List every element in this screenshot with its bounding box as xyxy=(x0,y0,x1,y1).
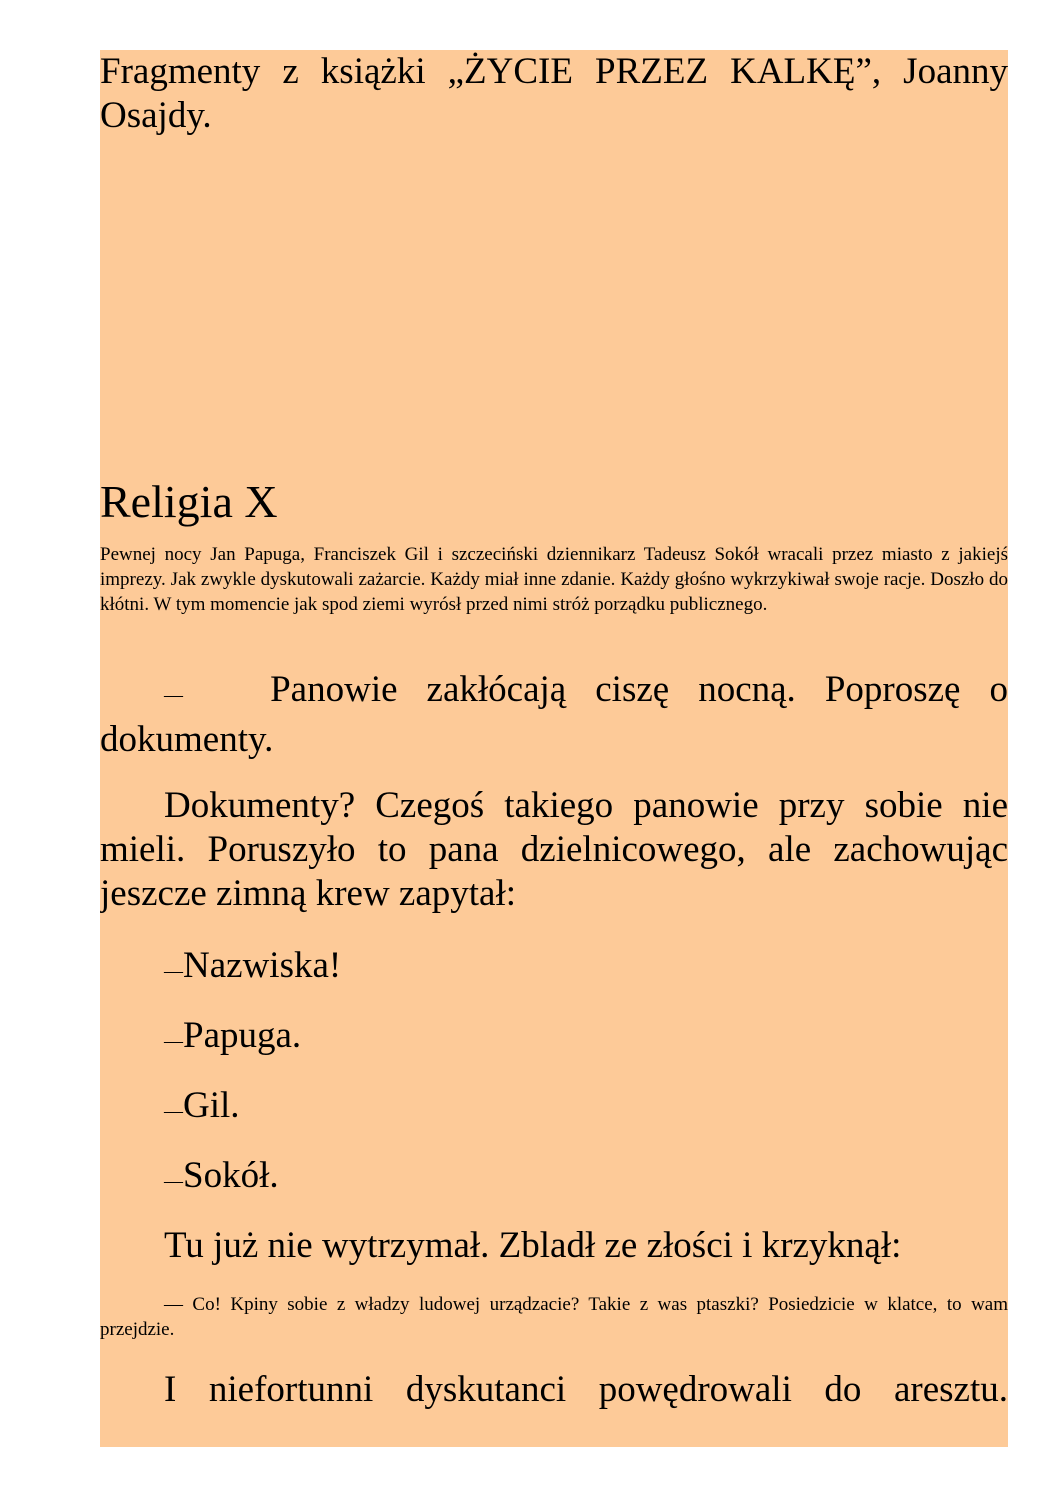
dash-mark: — xyxy=(164,1171,183,1192)
chapter-title: Religia X xyxy=(100,476,278,527)
gil-block xyxy=(100,1084,1008,1134)
dialogue-text: Gil. xyxy=(183,1085,240,1126)
dialogue-line-gil xyxy=(100,1084,1008,1134)
papuga-block xyxy=(100,1014,1008,1064)
dialogue-text: Papuga. xyxy=(183,1015,302,1056)
reaction-paragraph: Tu już nie wytrzymał. Zbladł ze złości i krzyknął: xyxy=(164,1225,902,1266)
dialogue-line-sokol xyxy=(100,1154,1008,1204)
dialogue-block xyxy=(100,668,1008,762)
intro-paragraph: Pewnej nocy Jan Papuga, Franciszek Gil i szczeciński dziennikarz Tadeusz Sokół wracali przez miasto z jakiejś imprezy. Jak zwykle dyskutowali zażarcie. Każdy miał inne zdanie. Każdy głośno wykrzykiwał swoje racje. Doszło do kłótni. W tym momencie jak spod ziemi wyrósł przed nimi stróż porządku publicznego. xyxy=(100,544,1008,615)
narration-block xyxy=(100,784,1008,916)
dash-mark: — xyxy=(164,1031,183,1052)
intro-block xyxy=(100,542,1008,617)
narration-paragraph: Dokumenty? Czegoś takiego panowie przy sobie nie mieli. Poruszyło to pana dzielnicowego, ale zachowując jeszcze zimną krew zapytał: xyxy=(100,785,1008,914)
dash-mark: — xyxy=(164,961,183,982)
document-page xyxy=(100,50,1008,1447)
dialogue-text: Panowie zakłócają ciszę nocną. Poproszę o dokumenty. xyxy=(100,669,1008,760)
names-block xyxy=(100,944,1008,994)
dialogue-line-nazwiska xyxy=(100,944,1008,994)
dialogue-text: Sokół. xyxy=(183,1155,279,1196)
dialogue-line-papuga xyxy=(100,1014,1008,1064)
officer-quote: — Co! Kpiny sobie z władzy ludowej urządzacie? Takie z was ptaszki? Posiedzicie w klatce, to wam przejdzie. xyxy=(100,1294,1008,1340)
reaction-block xyxy=(100,1224,1008,1268)
book-fragment-header: Fragmenty z książki „ŻYCIE PRZEZ KALKĘ”, Joanny Osajdy. xyxy=(100,51,1008,136)
dash-mark: — xyxy=(164,1101,183,1122)
dialogue-text: Nazwiska! xyxy=(183,945,342,986)
dialogue-line-officer xyxy=(100,668,1008,762)
final-paragraph: I niefortunni dyskutanci powędrowali do aresztu. xyxy=(164,1369,1008,1410)
quote-block xyxy=(100,1292,1008,1342)
dash-mark: — xyxy=(164,685,183,706)
sokol-block xyxy=(100,1154,1008,1204)
final-block xyxy=(100,1368,1008,1412)
